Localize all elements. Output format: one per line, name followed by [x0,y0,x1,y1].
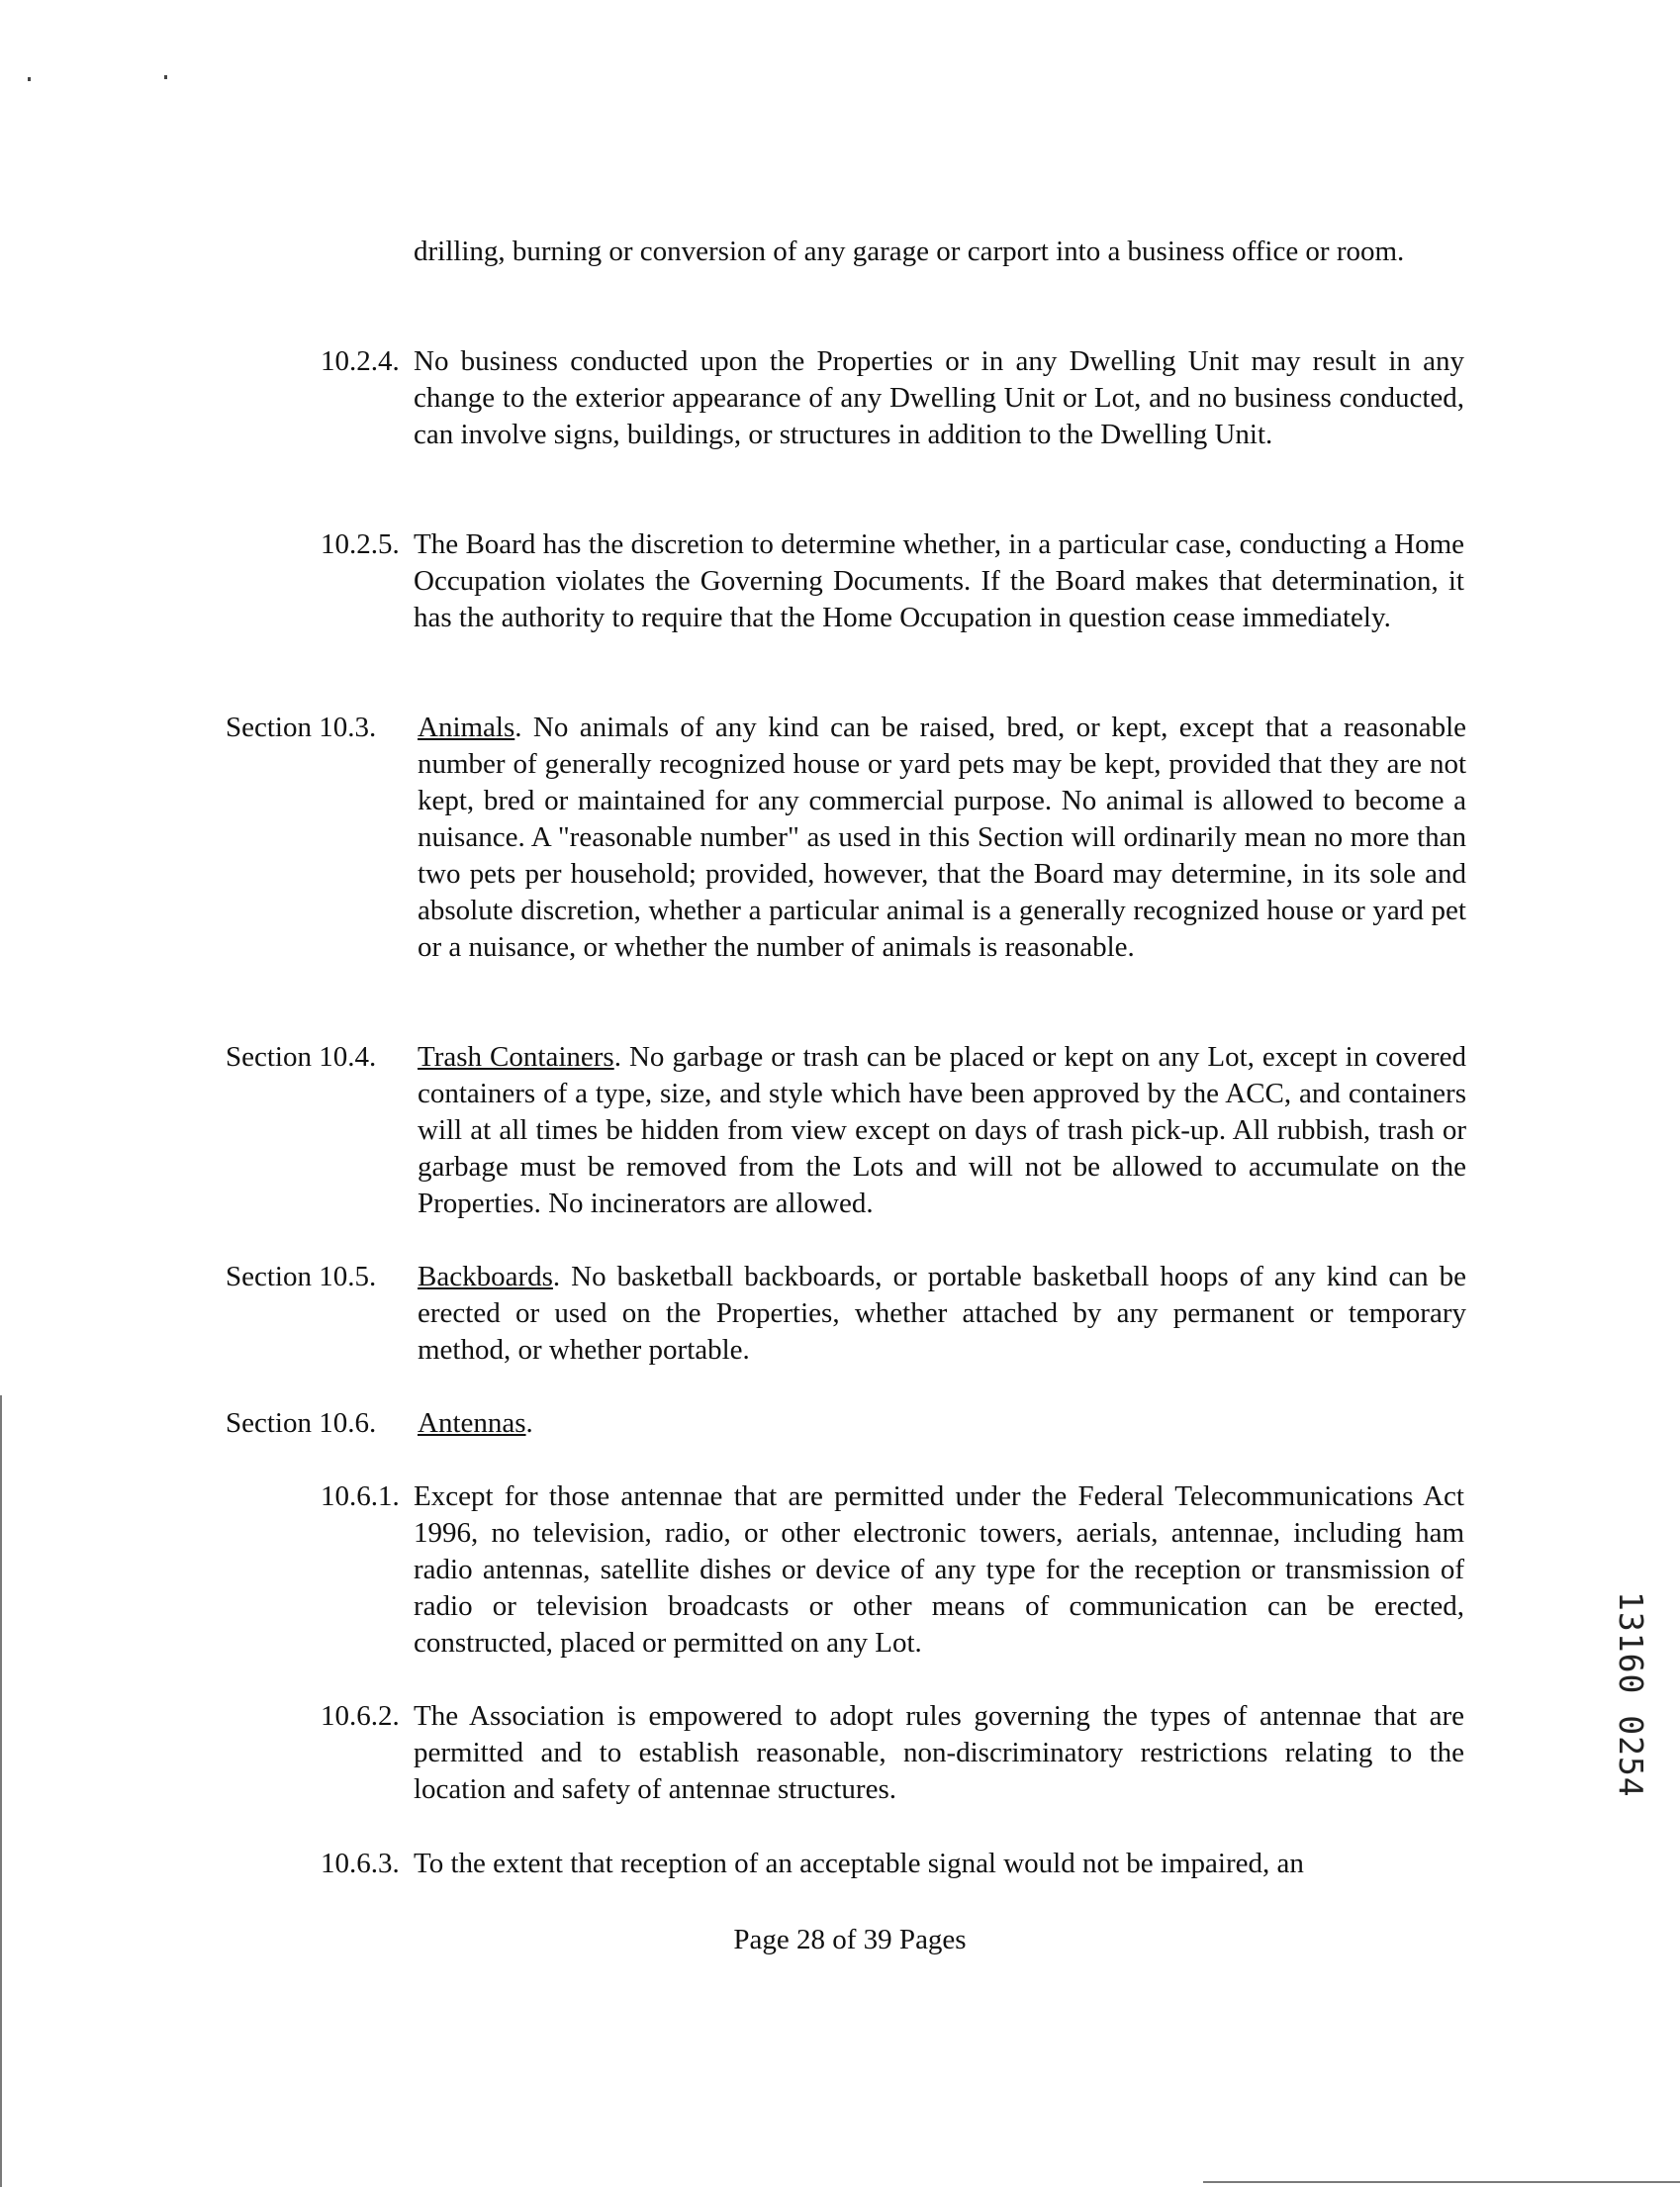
scan-edge-bottom [1203,2181,1680,2183]
subsection-text: To the extent that reception of an acceptable signal would not be impaired, an [414,1848,1304,1879]
subsection-10-6-3 [321,1846,1464,1882]
section-10-3 [226,710,1466,966]
section-text: . No garbage or trash can be placed or kept on any Lot, except in covered containers of a type, size, and style which have been approved by the ACC, and containers will at all times be hidden from view except on days of trash pick-up. All rubbish, trash or garbage must be removed from the Lots and will not be allowed to accumulate on the Properties. No incinerators are allowed. [418,1041,1467,1219]
section-label: Section 10.4. [226,1041,377,1073]
subsection-10-6-2 [321,1698,1464,1808]
section-heading: Backboards [418,1261,553,1292]
section-label: Section 10.5. [226,1261,377,1292]
subsection-text: Except for those antennae that are permitted under the Federal Telecommunications Act 1996, no television, radio, or other electronic towers, aerials, antennae, including ham radio antennas, satellite dishes or device of any type for the reception or transmission of radio or television broadcasts or other means of communication can be erected, constructed, placed or permitted on any Lot. [414,1480,1464,1659]
scan-edge-left [0,1395,2,2187]
section-text: . No basketball backboards, or portable basketball hoops of any kind can be erected or used on the Properties, whether attached by any permanent or temporary method, or whether portable. [418,1261,1466,1366]
section-body [418,1259,1466,1369]
section-body [418,710,1466,966]
scan-speck [164,75,167,79]
continuation-paragraph: drilling, burning or conversion of any garage or carport into a business office or room. [414,236,1405,267]
subsection-text: No business conducted upon the Properties or in any Dwelling Unit may result in any change to the exterior appearance of any Dwelling Unit or Lot, and no business conducted, can involve signs, buildings, or structures in addition to the Dwelling Unit. [414,345,1464,450]
section-label: Section 10.3. [226,712,377,743]
subsection-10-2-5 [321,526,1464,636]
subsection-text: The Board has the discretion to determine whether, in a particular case, conducting a Home Occupation violates the Governing Documents. If the Board makes that determination, it has the authority to require that the Home Occupation in question cease immediately. [414,528,1464,633]
section-text: . [525,1407,533,1439]
section-10-6 [226,1405,1466,1442]
section-heading: Antennas [418,1407,526,1439]
page-number-footer: Page 28 of 39 Pages [733,1924,967,1955]
subsection-number: 10.6.2. [321,1700,400,1732]
subsection-number: 10.6.3. [321,1848,400,1879]
section-heading: Animals [418,712,515,743]
section-body [418,1039,1466,1222]
section-text: . No animals of any kind can be raised, bred, or kept, except that a reasonable number of generally recognized house or yard pets may be kept, provided that they are not kept, bred or maintained for any commercial purpose. No animal is allowed to become a nuisance. A "reasonable number" as used in this Section will ordinarily mean no more than two pets per household; provided, however, that the Board may determine, in its sole and absolute discretion, whether a particular animal is a generally recognized house or yard pet or a nuisance, or whether the number of animals is reasonable. [418,712,1466,963]
section-10-4 [226,1039,1466,1222]
subsection-text: The Association is empowered to adopt rules governing the types of antennae that are permitted and to establish reasonable, non-discriminatory restrictions relating to the location and safety of antennae structures. [414,1700,1464,1805]
subsection-10-6-1 [321,1478,1464,1662]
section-label: Section 10.6. [226,1407,377,1439]
scan-speck [28,77,31,81]
subsection-number: 10.2.4. [321,345,400,377]
subsection-number: 10.2.5. [321,528,400,560]
section-10-5 [226,1259,1466,1369]
subsection-number: 10.6.1. [321,1480,400,1512]
subsection-10-2-4 [321,343,1464,453]
section-heading: Trash Containers [418,1041,614,1073]
section-body [418,1405,1466,1442]
recording-number-stamp: 13160 0254 [1612,1591,1650,1798]
